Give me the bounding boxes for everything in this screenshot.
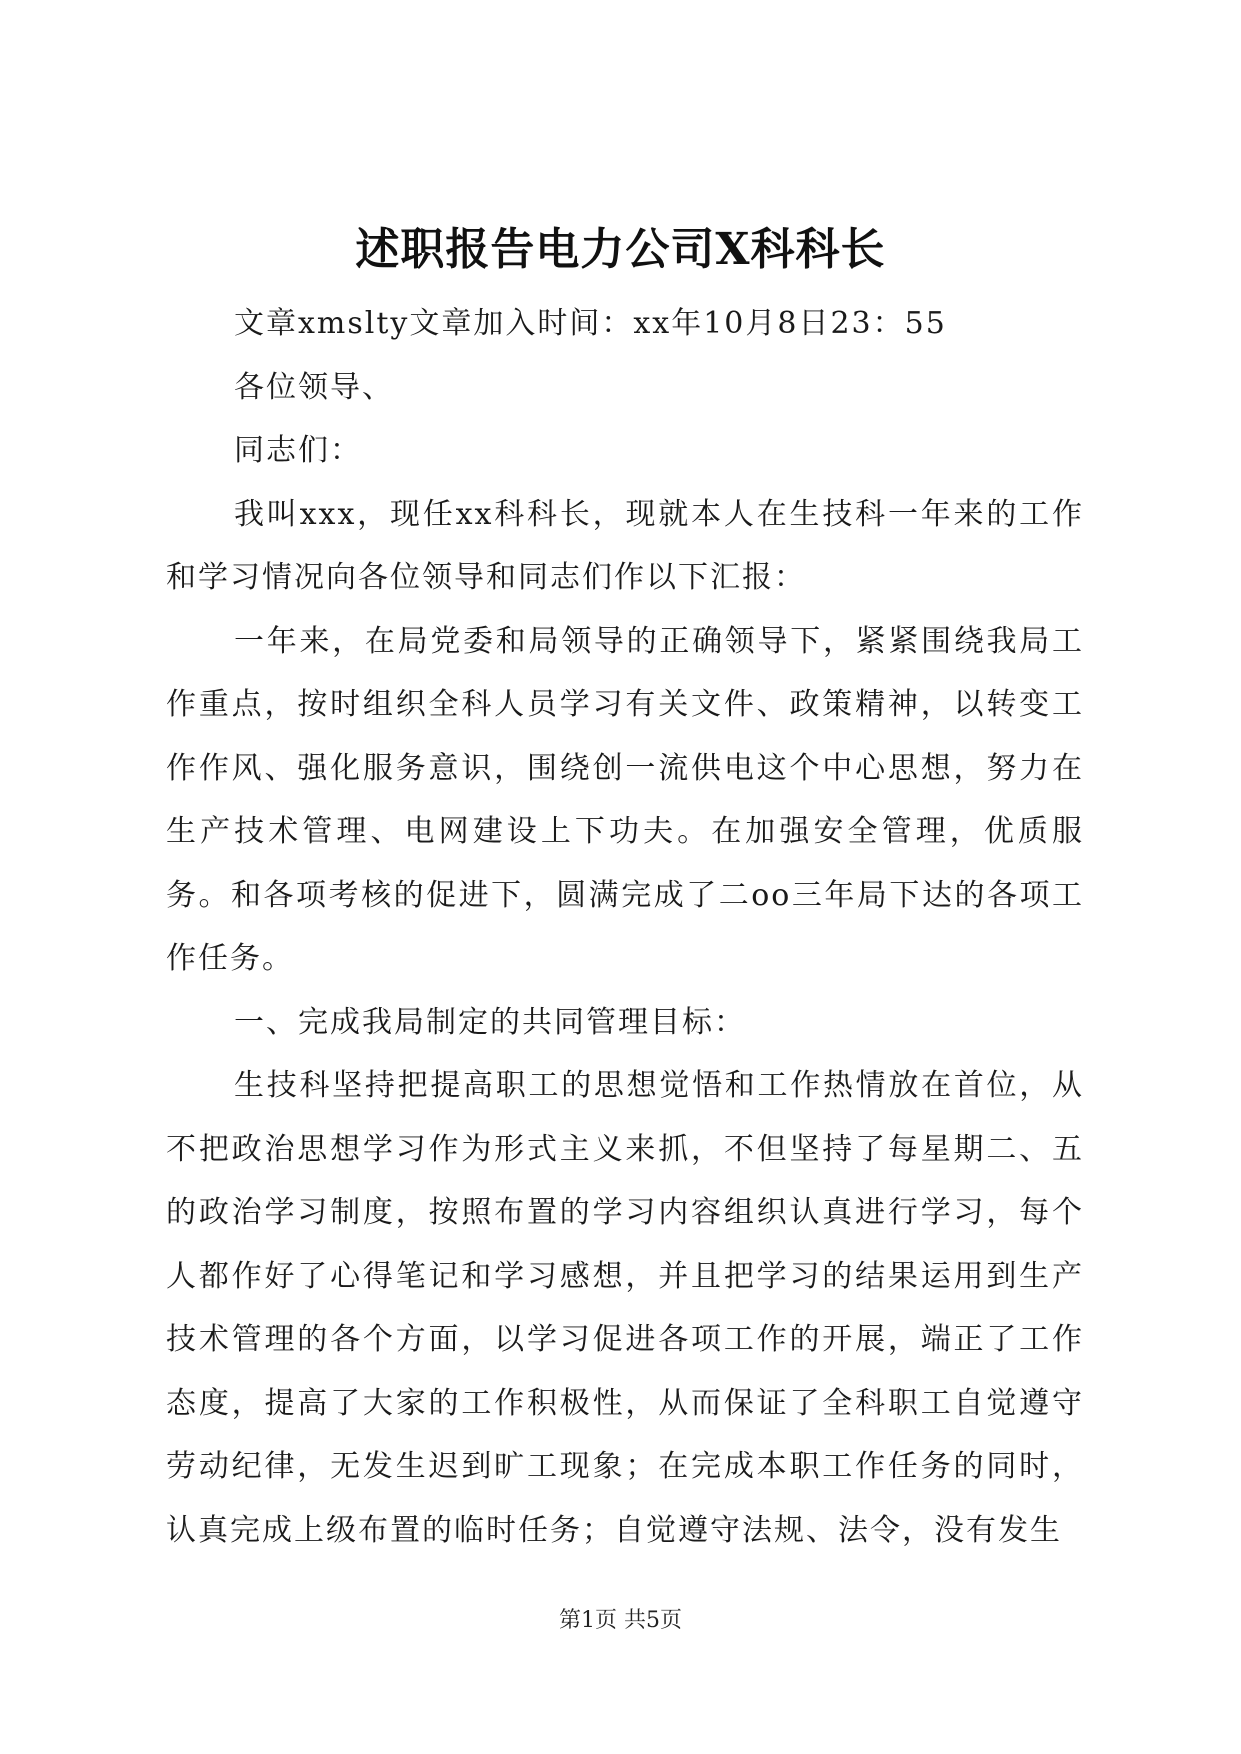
body-paragraph: 生技科坚持把提高职工的思想觉悟和工作热情放在首位，从不把政治思想学习作为形式主义来抓，不但坚持了每星期二、五的政治学习制度，按照布置的学习内容组织认真进行学习，每个人都作好了心得笔记和学习感想，并且把学习的结果运用到生产技术管理的各个方面，以学习促进各项工作的开展，端正了工作态度，提高了大家的工作积极性，从而保证了全科职工自觉遵守劳动纪律，无发生迟到旷工现象；在完成本职工作任务的同时，认真完成上级布置的临时任务；自觉遵守法规、法令，没有发生 [166,1068,1084,1548]
salutation-line-2: 同志们： [234,433,362,468]
document-body [166,292,1084,1562]
body-paragraph: 一年来，在局党委和局领导的正确领导下，紧紧围绕我局工作重点，按时组织全科人员学习有关文件、政策精神，以转变工作作风、强化服务意识，围绕创一流供电这个中心思想，努力在生产技术管理、电网建设上下功夫。在加强安全管理，优质服务。和各项考核的促进下，圆满完成了二oo三年局下达的各项工作任务。 [166,623,1084,976]
page-number: 第1页 共5页 [559,1608,682,1633]
body-paragraph: 我叫xxx，现任xx科科长，现就本人在生技科一年来的工作和学习情况向各位领导和同志们作以下汇报： [166,496,1084,595]
salutation-line-1: 各位领导、 [234,369,394,405]
article-meta: 文章xmslty文章加入时间：xx年10月8日23：55 [234,306,947,341]
document-title: 述职报告电力公司X科科长 [355,224,886,275]
section-heading: 一、完成我局制定的共同管理目标： [234,1004,746,1040]
